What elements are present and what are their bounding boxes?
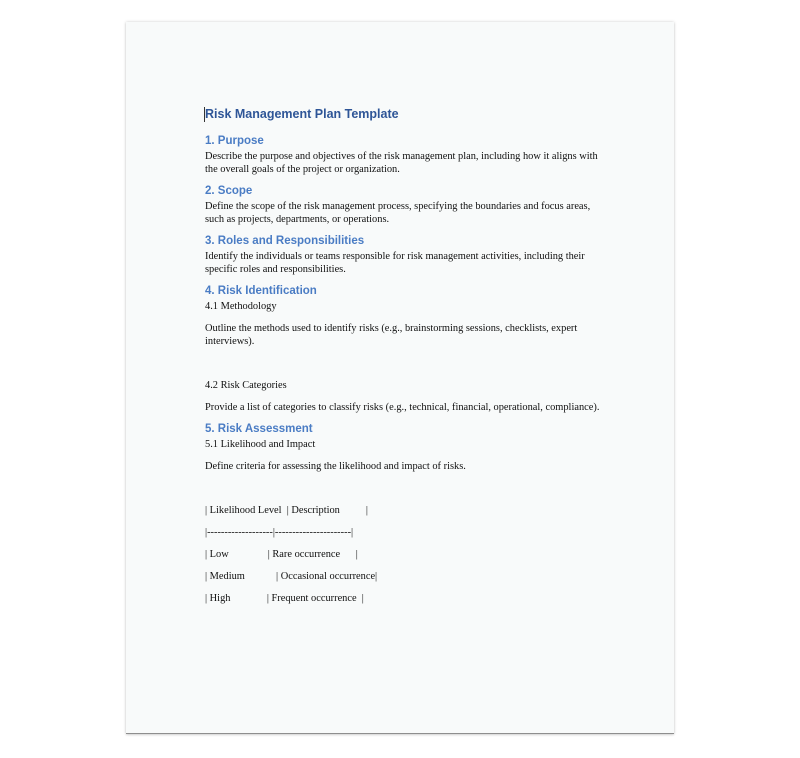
risk-categories-text: Provide a list of categories to classify risks (e.g., technical, financial, operational, compliance). bbox=[205, 402, 600, 413]
purpose-text: Describe the purpose and objectives of the risk management plan, including how it aligns with the overall goals of the project or organization. bbox=[205, 151, 598, 175]
subheading-risk-categories: 4.2 Risk Categories bbox=[205, 380, 287, 391]
subheading-methodology: 4.1 Methodology bbox=[205, 301, 277, 312]
blank-line bbox=[205, 473, 605, 504]
document-page[interactable] bbox=[126, 22, 674, 734]
heading-roles: 3. Roles and Responsibilities bbox=[205, 235, 365, 247]
methodology-text: Outline the methods used to identify risks (e.g., brainstorming sessions, checklists, expert interviews). bbox=[205, 323, 578, 347]
table-row-low: | Low | Rare occurrence | bbox=[205, 549, 358, 560]
blank-line bbox=[205, 539, 605, 548]
text-cursor bbox=[204, 107, 205, 122]
blank-line bbox=[205, 583, 605, 592]
blank-line bbox=[205, 517, 605, 526]
table-row-medium: | Medium | Occasional occurrence| bbox=[205, 571, 378, 582]
heading-risk-assessment: 5. Risk Assessment bbox=[205, 423, 313, 435]
heading-risk-identification: 4. Risk Identification bbox=[205, 285, 317, 297]
blank-line bbox=[205, 348, 605, 379]
subheading-likelihood-impact: 5.1 Likelihood and Impact bbox=[205, 439, 316, 450]
heading-scope: 2. Scope bbox=[205, 185, 253, 197]
roles-text: Identify the individuals or teams responsible for risk management activities, including their specific roles and responsibilities. bbox=[205, 251, 585, 275]
table-header-line: | Likelihood Level | Description | bbox=[205, 505, 368, 516]
blank-line bbox=[205, 561, 605, 570]
scope-text: Define the scope of the risk management process, specifying the boundaries and focus areas, such as projects, departments, or operations. bbox=[205, 201, 591, 225]
heading-purpose: 1. Purpose bbox=[205, 135, 264, 147]
document-title: Risk Management Plan Template bbox=[205, 107, 399, 121]
table-row-high: | High | Frequent occurrence | bbox=[205, 593, 364, 604]
document-body[interactable] bbox=[205, 106, 605, 605]
likelihood-impact-text: Define criteria for assessing the likelihood and impact of risks. bbox=[205, 461, 466, 472]
table-separator-line: |-------------------|----------------------| bbox=[205, 527, 354, 538]
